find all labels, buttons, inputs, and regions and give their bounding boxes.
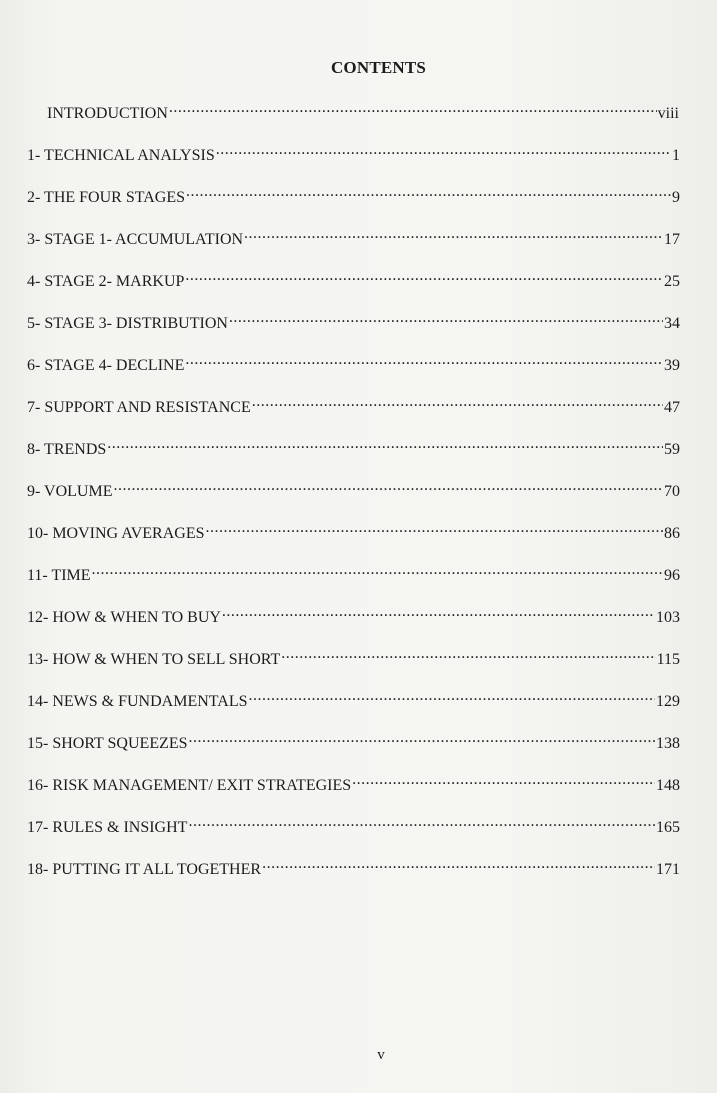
toc-entry-7 <box>27 392 680 418</box>
toc-entry-16 <box>27 770 680 796</box>
dot-leader <box>189 728 655 748</box>
toc-entry-8 <box>27 434 680 460</box>
toc-entry-label: 8- TRENDS <box>27 441 107 458</box>
toc-entry-6 <box>27 350 680 376</box>
toc-entry-9 <box>27 476 680 502</box>
toc-entry-1 <box>27 140 680 166</box>
toc-entry-label: 7- SUPPORT AND RESISTANCE <box>27 399 251 416</box>
toc-entry-2 <box>27 182 680 208</box>
toc-entry-label: 17- RULES & INSIGHT <box>27 819 188 836</box>
toc-entry-18 <box>27 854 680 880</box>
toc-entry-page: 148 <box>656 777 680 794</box>
toc-entry-label: 5- STAGE 3- DISTRIBUTION <box>27 315 228 332</box>
toc-entry-page: 9 <box>672 189 680 206</box>
dot-leader <box>244 224 663 244</box>
dot-leader <box>186 182 671 202</box>
toc-entry-5 <box>27 308 680 334</box>
dot-leader <box>185 350 663 370</box>
toc-entry-label: INTRODUCTION <box>47 105 168 122</box>
page-number-folio: v <box>377 1047 385 1063</box>
toc-entry-label: 12- HOW & WHEN TO BUY <box>27 609 221 626</box>
toc-entry-page: 1 <box>672 147 680 164</box>
toc-entry-10 <box>27 518 680 544</box>
toc-entry-page: 39 <box>664 357 680 374</box>
toc-entry-11 <box>27 560 680 586</box>
toc-entry-label: 3- STAGE 1- ACCUMULATION <box>27 231 244 248</box>
dot-leader <box>262 854 655 874</box>
toc-entry-page: 59 <box>664 441 680 458</box>
toc-entry-page: 138 <box>656 735 680 752</box>
toc-entry-page: 103 <box>656 609 680 626</box>
toc-entry-page: 86 <box>664 525 680 542</box>
dot-leader <box>252 392 663 412</box>
toc-entry-label: 16- RISK MANAGEMENT/ EXIT STRATEGIES <box>27 777 352 794</box>
dot-leader <box>352 770 655 790</box>
dot-leader <box>216 140 671 160</box>
toc-entry-page: 47 <box>664 399 680 416</box>
toc-entry-label: 10- MOVING AVERAGES <box>27 525 205 542</box>
toc-entry-page: 171 <box>656 861 680 878</box>
toc-entry-page: 70 <box>664 483 680 500</box>
toc-entry-introduction <box>47 98 679 124</box>
toc-entry-3 <box>27 224 680 250</box>
toc-entry-label: 14- NEWS & FUNDAMENTALS <box>27 693 248 710</box>
toc-entry-label: 1- TECHNICAL ANALYSIS <box>27 147 215 164</box>
dot-leader <box>229 308 663 328</box>
toc-entry-page: 96 <box>664 567 680 584</box>
dot-leader <box>222 602 655 622</box>
toc-entry-17 <box>27 812 680 838</box>
toc-entry-13 <box>27 644 680 670</box>
toc-entry-page: viii <box>657 105 679 122</box>
toc-entry-label: 13- HOW & WHEN TO SELL SHORT <box>27 651 281 668</box>
toc-entry-label: 6- STAGE 4- DECLINE <box>27 357 185 374</box>
toc-entry-label: 9- VOLUME <box>27 483 113 500</box>
dot-leader <box>249 686 656 706</box>
toc-entry-label: 15- SHORT SQUEEZES <box>27 735 188 752</box>
toc-entry-14 <box>27 686 680 712</box>
toc-entry-label: 4- STAGE 2- MARKUP <box>27 273 185 290</box>
toc-entry-page: 129 <box>656 693 680 710</box>
toc-entry-label: 2- THE FOUR STAGES <box>27 189 185 206</box>
toc-entry-4 <box>27 266 680 292</box>
toc-entry-page: 17 <box>664 231 680 248</box>
dot-leader <box>113 476 663 496</box>
toc-entry-page: 165 <box>656 819 680 836</box>
toc-entry-page: 34 <box>664 315 680 332</box>
toc-entry-label: 11- TIME <box>27 567 91 584</box>
dot-leader <box>281 644 655 664</box>
dot-leader <box>206 518 664 538</box>
dot-leader <box>169 98 657 118</box>
toc-entry-label: 18- PUTTING IT ALL TOGETHER <box>27 861 262 878</box>
dot-leader <box>185 266 663 286</box>
dot-leader <box>107 434 663 454</box>
toc-entry-12 <box>27 602 680 628</box>
dot-leader <box>92 560 663 580</box>
page-title: CONTENTS <box>330 58 427 77</box>
toc-entry-15 <box>27 728 680 754</box>
toc-entry-page: 115 <box>656 651 680 668</box>
dot-leader <box>188 812 655 832</box>
toc-entry-page: 25 <box>664 273 680 290</box>
